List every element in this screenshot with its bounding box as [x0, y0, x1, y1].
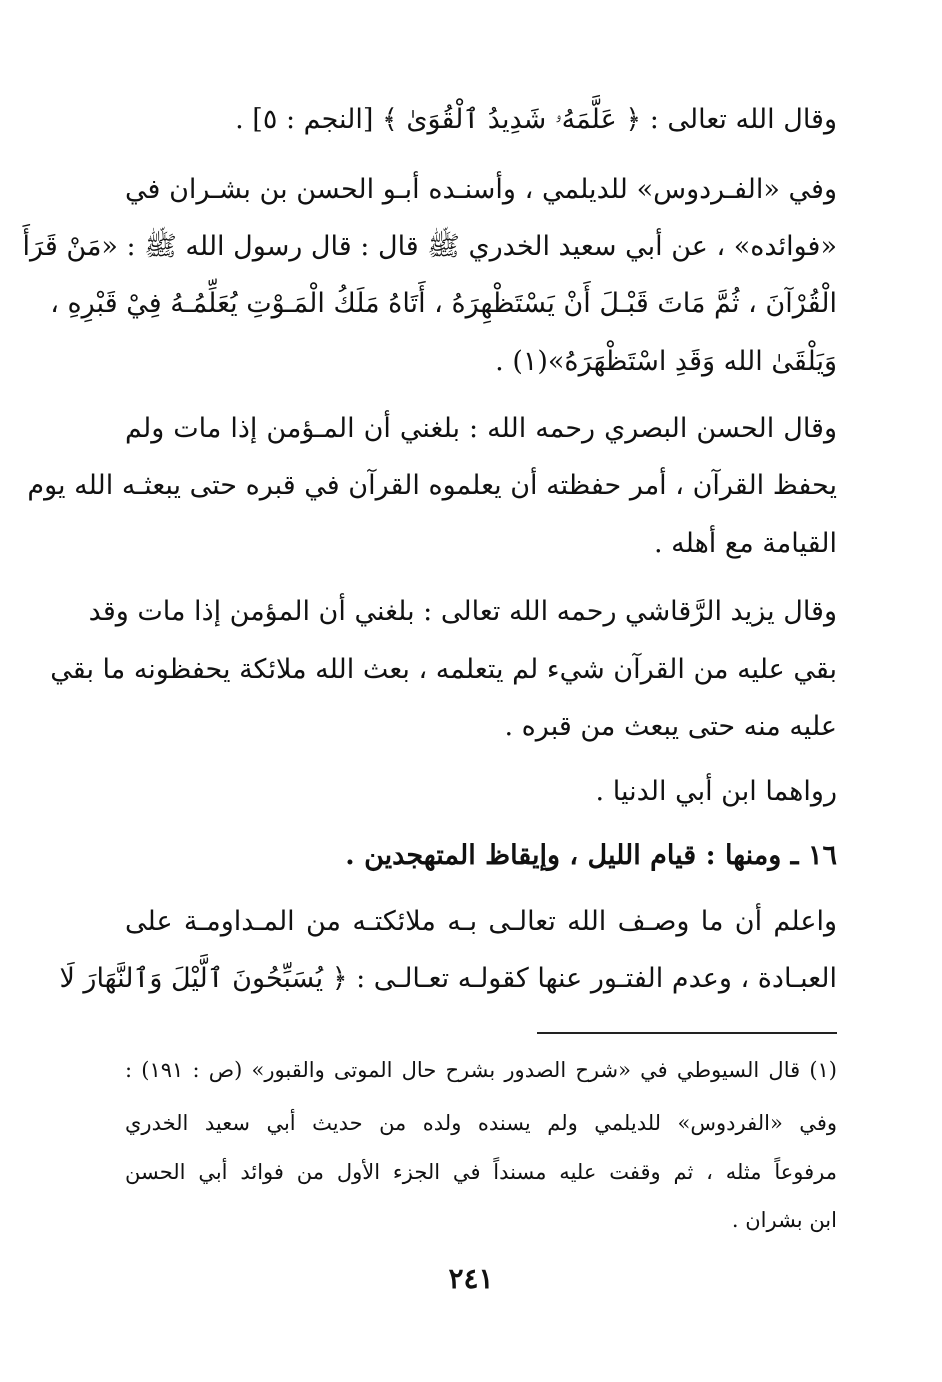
text-line: وفي «الفـردوس» للديلمي ، وأسنـده أبـو الحسن بن بشـران في — [125, 174, 837, 205]
text-line: وقال الله تعالى : ﴿ عَلَّمَهُۥ شَدِيدُ ٱلْقُوَىٰ ﴾ [النجم : ٥] . — [235, 104, 837, 135]
text-line: يحفظ القرآن ، أمر حفظته أن يعلموه القرآن في قبره حتى يبعثـه الله يوم — [27, 470, 837, 501]
footnote-line: ابن بشران . — [731, 1208, 837, 1232]
page-number: ٢٤١ — [448, 1262, 494, 1295]
text-line: واعلم أن ما وصـف الله تعالـى بـه ملائكتـه من المـداومـة على — [125, 906, 837, 937]
footnote-separator — [537, 1032, 837, 1034]
text-line: رواهما ابن أبي الدنيا . — [595, 776, 837, 807]
text-line: وَيَلْقَىٰ الله وَقَدِ اسْتَظْهَرَهُ»(١) . — [495, 346, 837, 377]
footnote-line: وفي «الفردوس» للديلمي ولم يسنده ولده من حديث أبي سعيد الخدري — [125, 1111, 837, 1135]
text-line: العبـادة ، وعدم الفتـور عنها كقولـه تعـالـى : ﴿ يُسَبِّحُونَ ٱلَّيْلَ وَٱلنَّهَارَ لَا — [59, 963, 837, 994]
text-line: الْقُرْآنَ ، ثُمَّ مَاتَ قَبْـلَ أَنْ يَسْتَظْهِرَهُ ، أَتَاهُ مَلَكُ الْمَـوْتِ يُعَلِّمُـهُ فِيْ قَبْرِهِ ، — [50, 288, 837, 319]
text-line: «فوائده» ، عن أبي سعيد الخدري ﷺ قال : قال رسول الله ﷺ : «مَنْ قَرَأَ — [22, 231, 837, 262]
section-heading: ١٦ ـ ومنها : قيام الليل ، وإيقاظ المتهجدين . — [345, 840, 837, 871]
text-line: بقي عليه من القرآن شيء لم يتعلمه ، بعث الله ملائكة يحفظونه ما بقي — [50, 654, 837, 685]
text-line: وقال يزيد الرَّقاشي رحمه الله تعالى : بلغني أن المؤمن إذا مات وقد — [88, 596, 837, 627]
footnote-line: مرفوعاً مثله ، ثم وقفت عليه مسنداً في الجزء الأول من فوائد أبي الحسن — [125, 1160, 837, 1184]
text-line: وقال الحسن البصري رحمه الله : بلغني أن المـؤمن إذا مات ولم — [125, 413, 837, 444]
text-line: عليه منه حتى يبعث من قبره . — [504, 711, 837, 742]
footnote-line: (١) قال السيوطي في «شرح الصدور بشرح حال الموتى والقبور» (ص : ١٩١) : — [125, 1058, 837, 1082]
text-line: القيامة مع أهله . — [653, 528, 837, 559]
